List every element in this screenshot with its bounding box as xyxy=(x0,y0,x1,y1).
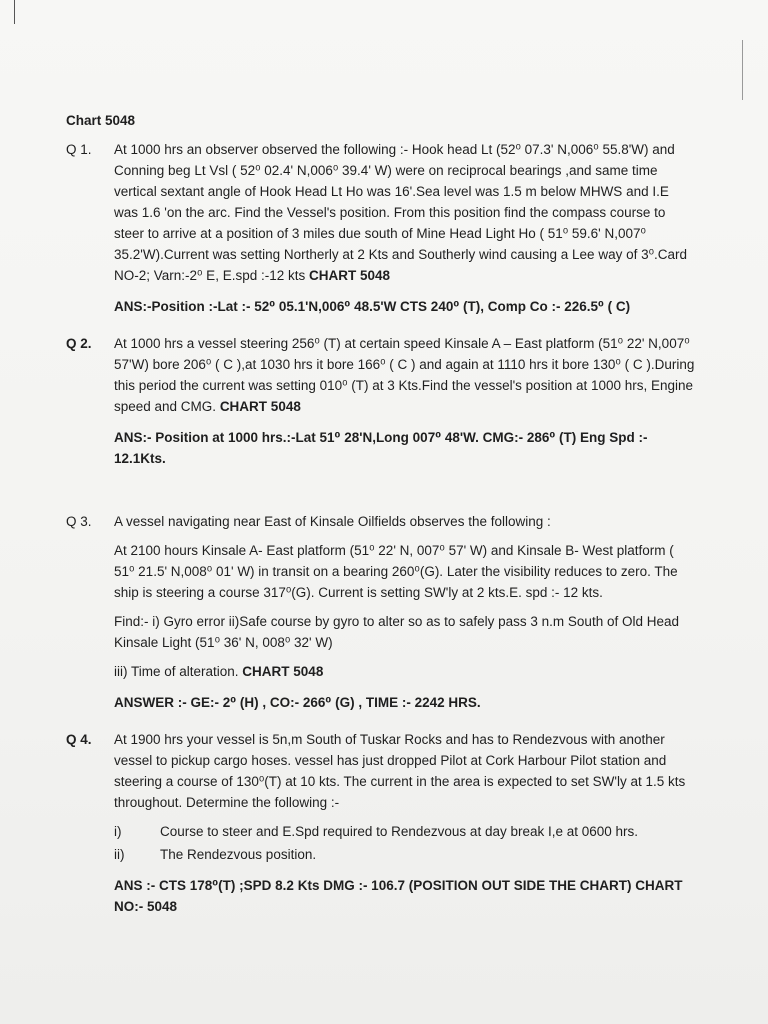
question-paragraph: Find:- i) Gyro error ii)Safe course by gyro to alter so as to safely pass 3 n.m South of Old Head Kinsale Light (51⁰ 36' N, 008⁰ 32' W) xyxy=(114,614,679,650)
answer: ANS:-Position :-Lat :- 52⁰ 05.1'N,006⁰ 48.5'W CTS 240⁰ (T), Comp Co :- 226.5⁰ ( C) xyxy=(114,299,631,314)
sub-question-number: ii) xyxy=(114,847,125,862)
question-1 xyxy=(66,139,696,325)
sub-question-text: Course to steer and E.Spd required to Rendezvous at day break I,e at 0600 hrs. xyxy=(160,824,639,839)
question-text: At 1000 hrs an observer observed the following :- Hook head Lt (52⁰ 07.3' N,006⁰ 55.8'W) and Conning beg Lt Vsl ( 52⁰ 02.4' N,006⁰ 39.4' W) were on reciprocal bearings ,and same time vertical sextant angle of Hook Head Lt Ho was 16'.Sea level was 1.5 m below MHWS and I.E was 1.6 'on the arc. Find the Vessel's position. From this position find the compass course to steer to arrive at a position of 3 miles due south of Mine Head Light Ho ( 51⁰ 59.6' N,007⁰ 35.2'W).Current was setting Northerly at 2 Kts and Southerly wind causing a Lee way of 3⁰.Card NO-2; Varn:-2⁰ E, E.spd :-12 kts CHART 5048 xyxy=(114,142,688,283)
question-paragraph: At 2100 hours Kinsale A- East platform (51⁰ 22' N, 007⁰ 57' W) and Kinsale B- West platform ( 51⁰ 21.5' N,008⁰ 01' W) in transit on a bearing 260⁰(G). Later the visibility reduces to zero. The ship is steering a course 317⁰(G). Current is setting SW'ly at 2 kts.E. spd :- 12 kts. xyxy=(114,543,678,600)
document-content xyxy=(66,110,696,933)
question-text: At 1000 hrs a vessel steering 256⁰ (T) at certain speed Kinsale A – East platform (51⁰ 22' N,007⁰ 57'W) bore 206⁰ ( C ),at 1030 hrs it bore 166⁰ ( C ) and again at 1110 hrs it bore 130⁰ ( C ).During this period the current was setting 010⁰ (T) at 3 Kts.Find the vessel's position at 1000 hrs, Engine speed and CMG. CHART 5048 xyxy=(114,336,695,414)
question-body xyxy=(114,333,696,477)
chart-reference: CHART 5048 xyxy=(308,268,391,283)
sub-question xyxy=(114,844,696,865)
answer: ANS :- CTS 178⁰(T) ;SPD 8.2 Kts DMG :- 106.7 (POSITION OUT SIDE THE CHART) CHART NO:- 5048 xyxy=(114,878,683,914)
chart-reference: CHART 5048 xyxy=(219,399,301,414)
scan-edge-mark xyxy=(14,0,15,24)
question-body xyxy=(114,511,696,721)
question-2 xyxy=(66,333,696,477)
question-text: At 1900 hrs your vessel is 5n,m South of Tuskar Rocks and has to Rendezvous with another vessel to pickup cargo hoses. vessel has just dropped Pilot at Cork Harbour Pilot station and steering a course of 130⁰(T) at 10 kts. The current in the area is expected to set SW'ly at 1.5 kts throughout. Determine the following :- xyxy=(114,732,686,810)
answer: ANSWER :- GE:- 2⁰ (H) , CO:- 266⁰ (G) , TIME :- 2242 HRS. xyxy=(114,695,481,710)
question-body xyxy=(114,139,696,325)
question-intro: A vessel navigating near East of Kinsale Oilfields observes the following : xyxy=(114,514,551,529)
question-body xyxy=(114,729,696,925)
sub-question-text: The Rendezvous position. xyxy=(160,847,317,862)
question-paragraph: iii) Time of alteration. CHART 5048 xyxy=(114,664,324,679)
question-3 xyxy=(66,511,696,721)
question-number: Q 2. xyxy=(66,336,92,351)
sub-question-number: i) xyxy=(114,824,122,839)
sub-question xyxy=(114,821,696,842)
question-number: Q 4. xyxy=(66,732,92,747)
chart-reference: CHART 5048 xyxy=(242,664,324,679)
question-number: Q 3. xyxy=(66,514,92,529)
answer: ANS:- Position at 1000 hrs.:-Lat 51⁰ 28'N,Long 007⁰ 48'W. CMG:- 286⁰ (T) Eng Spd :- 12.1Kts. xyxy=(114,430,648,466)
page-title: Chart 5048 xyxy=(66,113,136,128)
question-4 xyxy=(66,729,696,925)
scan-edge-mark-right xyxy=(742,40,743,100)
question-number: Q 1. xyxy=(66,142,92,157)
